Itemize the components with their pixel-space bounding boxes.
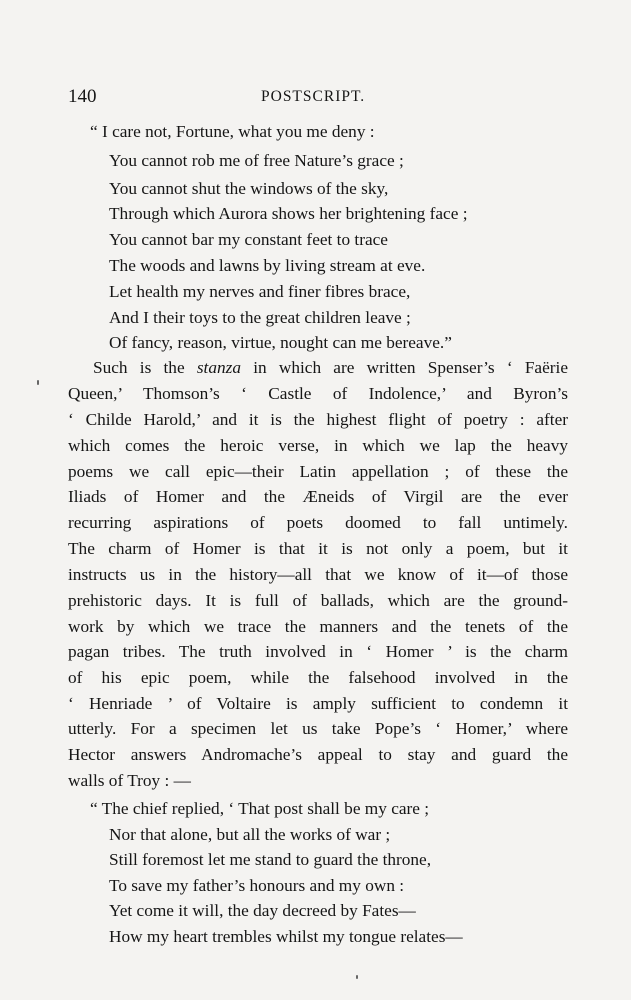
prose-text: in which are written Spenser’s ‘ Faërie: [241, 358, 568, 377]
prose-line: recurring aspirations of poets doomed to fall untimely.: [68, 513, 568, 532]
ink-speck: [37, 380, 39, 385]
verse-line: You cannot rob me of free Nature’s grace ;: [109, 151, 404, 170]
verse-line: To save my father’s honours and my own :: [109, 876, 405, 895]
prose-line: which comes the heroic verse, in which we lap the heavy: [68, 436, 568, 455]
verse-line: You cannot bar my constant feet to trace: [109, 230, 388, 249]
prose-line: [93, 356, 568, 380]
prose-line: ‘ Childe Harold,’ and it is the highest flight of poetry : after: [68, 410, 568, 429]
prose-line: The charm of Homer is that it is not only a poem, but it: [68, 539, 568, 558]
running-head: [68, 86, 562, 110]
verse-line: Still foremost let me stand to guard the throne,: [109, 850, 432, 869]
prose-line: work by which we trace the manners and the tenets of the: [68, 617, 568, 636]
ink-speck: [356, 975, 358, 979]
verse-line: Nor that alone, but all the works of war ;: [109, 825, 391, 844]
prose-line: instructs us in the history—all that we know of it—of those: [68, 565, 568, 584]
verse-line: Through which Aurora shows her brightening face ;: [109, 204, 468, 223]
prose-line: Queen,’ Thomson’s ‘ Castle of Indolence,’ and Byron’s: [68, 384, 568, 403]
prose-line: walls of Troy : —: [68, 771, 191, 790]
verse-line: “ The chief replied, ‘ That post shall be my care ;: [90, 799, 430, 818]
prose-line: ‘ Henriade ’ of Voltaire is amply sufficient to condemn it: [68, 694, 568, 713]
verse-line: Of fancy, reason, virtue, nought can me bereave.”: [109, 333, 452, 352]
verse-line: Yet come it will, the day decreed by Fates—: [109, 901, 416, 920]
header-title: POSTSCRIPT.: [261, 88, 366, 105]
prose-line: Hector answers Andromache’s appeal to stay and guard the: [68, 745, 568, 764]
prose-text: Such is the: [93, 358, 197, 377]
verse-line: And I their toys to the great children leave ;: [109, 308, 411, 327]
page-number: 140: [68, 86, 97, 107]
verse-line: “ I care not, Fortune, what you me deny :: [90, 122, 375, 141]
prose-line: of his epic poem, while the falsehood involved in the: [68, 668, 568, 687]
prose-line: pagan tribes. The truth involved in ‘ Homer ’ is the charm: [68, 642, 568, 661]
prose-line: utterly. For a specimen let us take Pope’s ‘ Homer,’ where: [68, 719, 568, 738]
verse-line: You cannot shut the windows of the sky,: [109, 179, 389, 198]
verse-line: How my heart trembles whilst my tongue relates—: [109, 927, 463, 946]
prose-italic-word: stanza: [196, 358, 242, 377]
prose-line: Iliads of Homer and the Æneids of Virgil are the ever: [68, 487, 568, 506]
prose-line: poems we call epic—their Latin appellation ; of these the: [68, 462, 568, 481]
prose-line: prehistoric days. It is full of ballads, which are the ground-: [68, 591, 568, 610]
verse-line: Let health my nerves and finer fibres brace,: [109, 282, 411, 301]
verse-line: The woods and lawns by living stream at eve.: [109, 256, 426, 275]
